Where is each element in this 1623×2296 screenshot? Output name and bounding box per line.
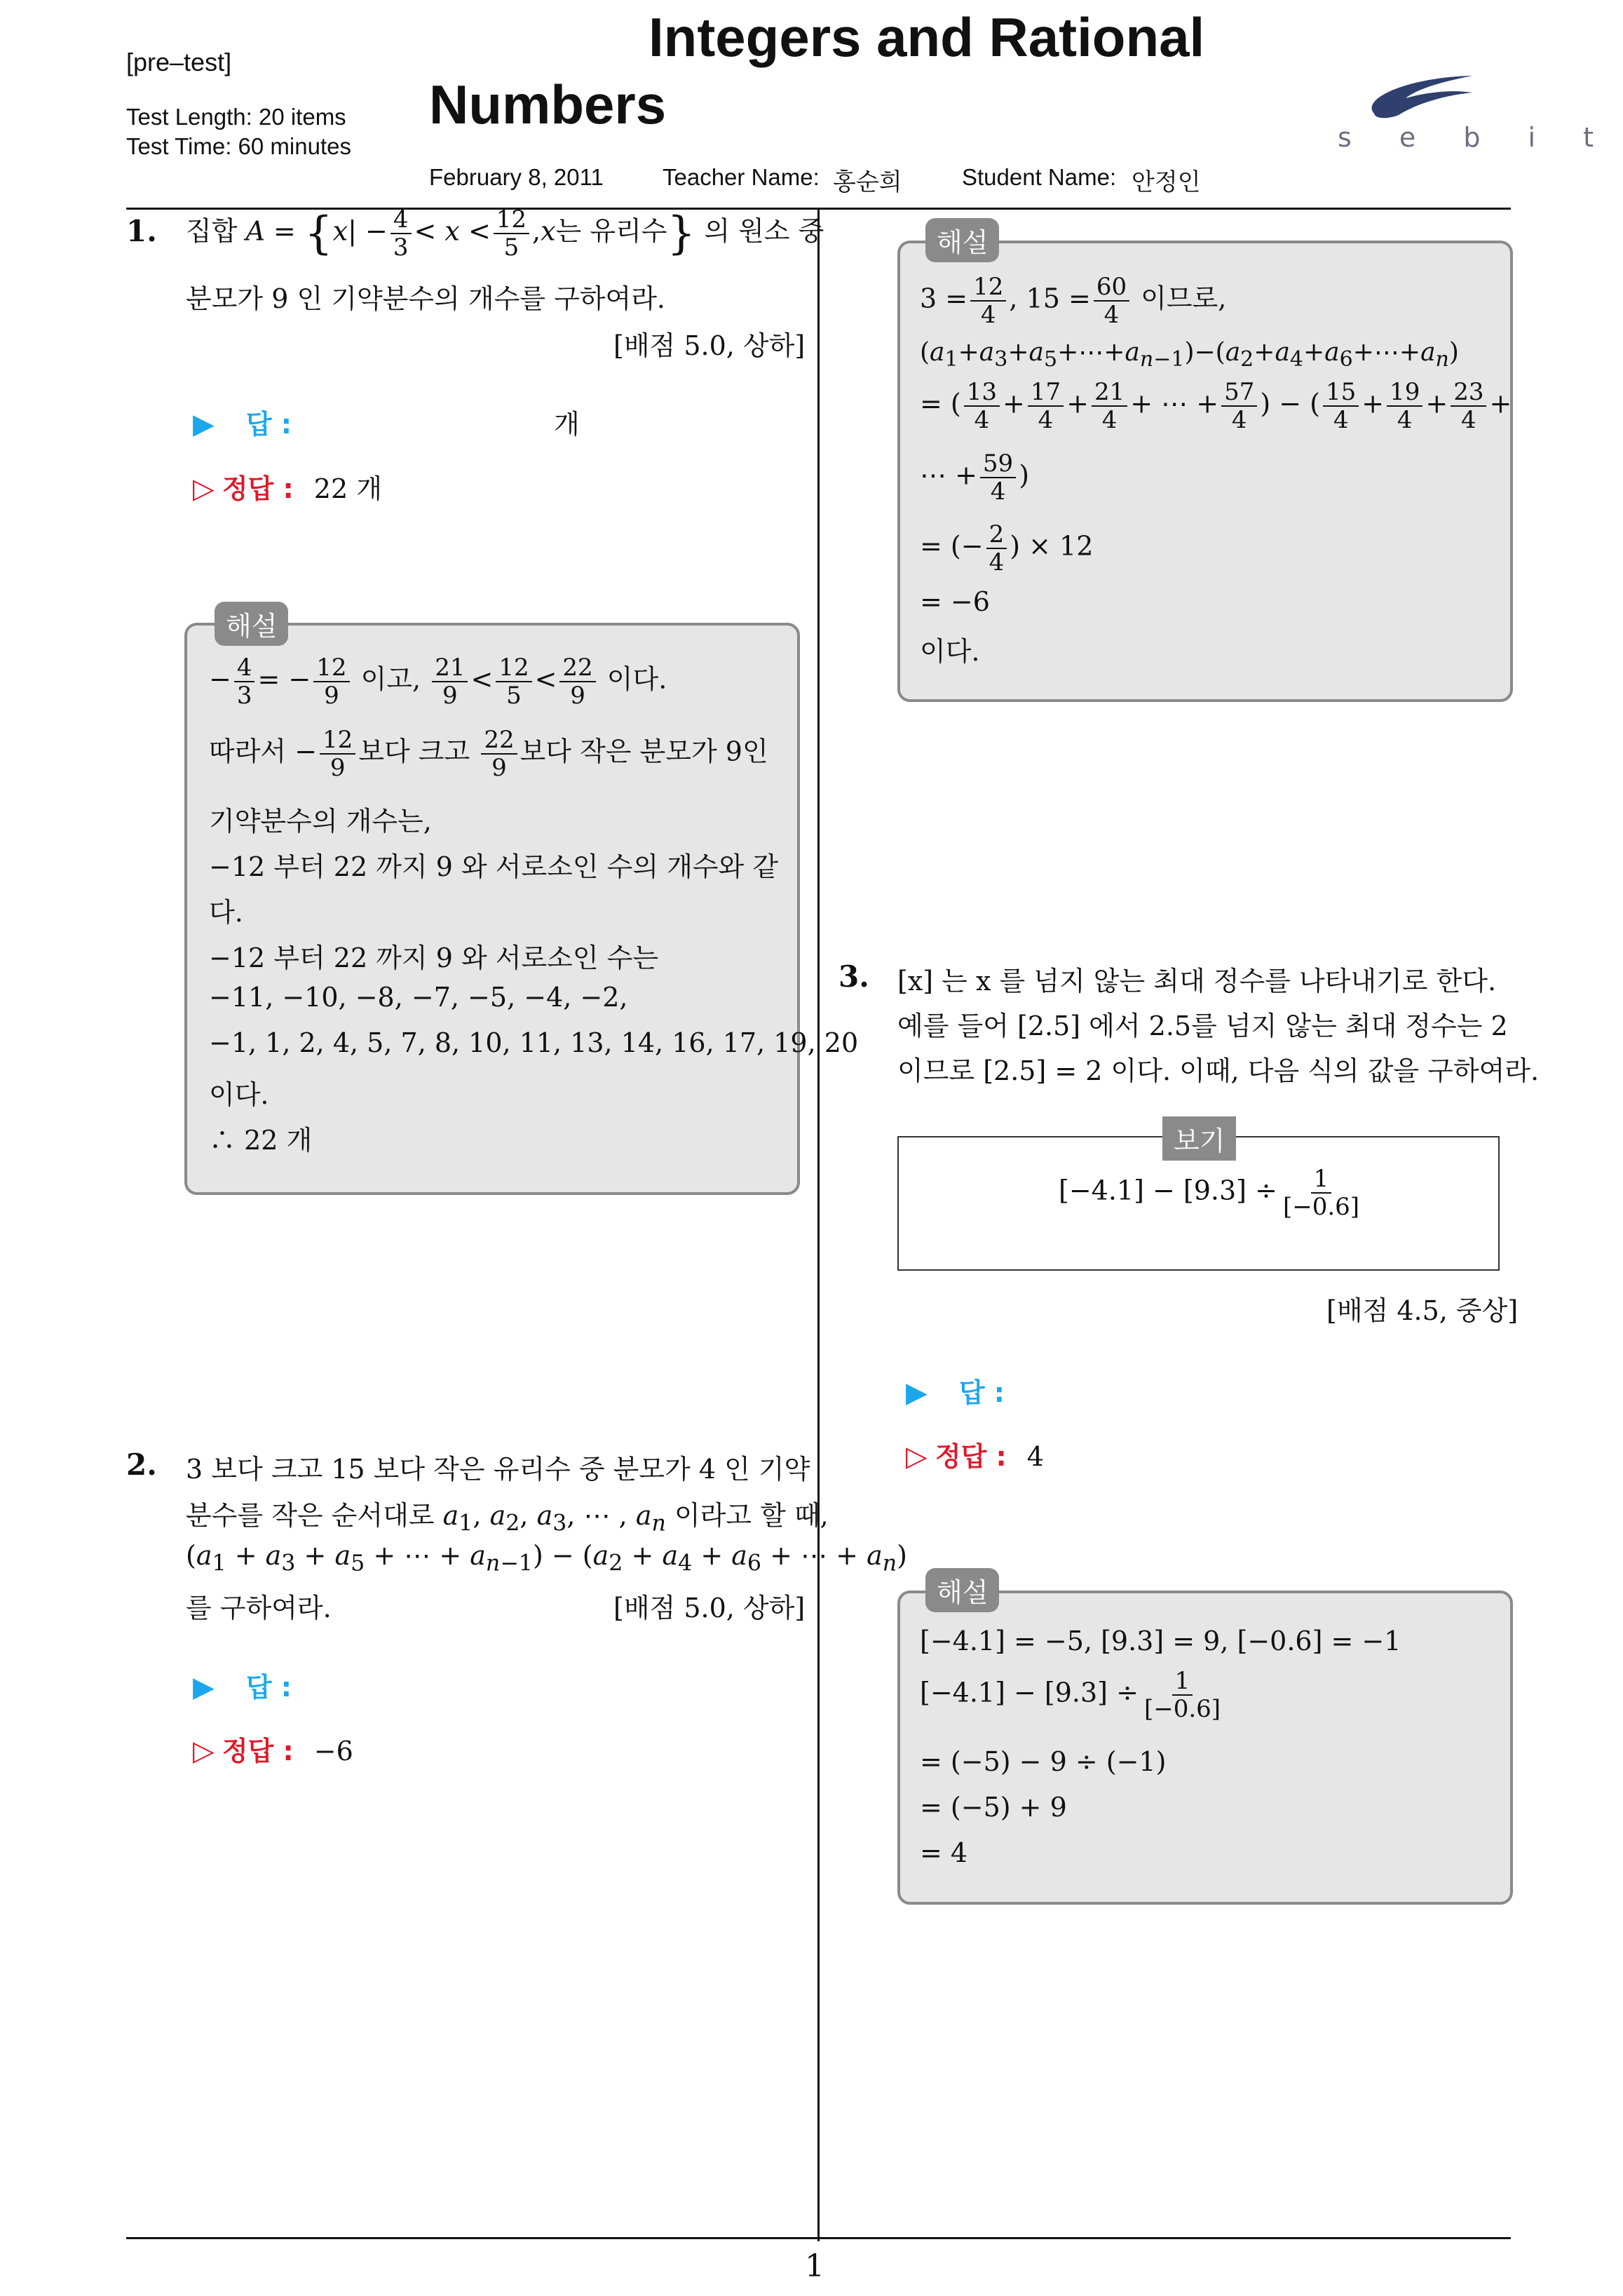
footer-rule [126, 2237, 1511, 2239]
title-line-1: Integers and Rational [648, 6, 1205, 68]
q1-answer-row[interactable] [193, 403, 613, 438]
q1-text-b: 의 원소 중 [704, 215, 824, 247]
q2-statement-line-1: 3 보다 크고 15 보다 작은 유리수 중 분모가 4 인 기약 [186, 1454, 810, 1485]
q3-statement-line-1: [x] 는 x 를 넘지 않는 최대 정수를 나타내기로 한다. [897, 966, 1497, 997]
column-divider [817, 208, 820, 2241]
q3-score: [배점 4.5, 중상] [1326, 1295, 1519, 1326]
q1-sol-line-6: −12 부터 22 까지 9 와 서로소인 수는 [209, 943, 659, 973]
q1-correct-value: 22 개 [313, 473, 382, 504]
q2-statement-line-2: 분수를 작은 순서대로 $a_1$, $a_2$, $a_3$, ⋯ , $a_n$ 이라고 할 때, [186, 1500, 829, 1537]
q2-solution-tag: 해설 [925, 218, 999, 262]
q1-sol-line-7: −11, −10, −8, −7, −5, −4, −2, [209, 982, 628, 1013]
q2-correct-label: 정답 : [222, 1736, 294, 1767]
q3-example-expression: [−4.1] − [9.3] ÷ $\frac{1}{[-0.6]}$ [1059, 1165, 1360, 1221]
q3-correct-row [906, 1435, 1044, 1473]
sebit-logo [1332, 70, 1614, 154]
answer-arrow-icon: ▶ [906, 1377, 928, 1409]
q2-sol-line-6: = −6 [920, 586, 990, 617]
q3-sol-line-5: = 4 [920, 1837, 968, 1868]
q1-statement-line-1: 집합 A = {x| − $\frac{4}{3}$ < x < $\frac{12}{5}$ ,x는 유리수} 의 원소 중 [186, 205, 824, 262]
test-length: Test Length: 20 items [126, 104, 346, 130]
q1-correct-row [193, 467, 382, 506]
sebit-logo-swoosh-icon [1332, 70, 1521, 126]
q2-statement-line-3: ($a_1 + a_3 + a_5$ + ⋯ + $a_{n-1}) - (a_2 + a_4 + a_6$ + ⋯ + $a_n$) [186, 1540, 907, 1576]
q3-correct-value: 4 [1026, 1441, 1044, 1472]
q3-sol-line-3: = (−5) − 9 ÷ (−1) [920, 1746, 1167, 1777]
q2-number: 2. [126, 1447, 157, 1482]
test-time: Test Time: 60 minutes [126, 133, 351, 159]
q2-sol-line-2: $(a_1+a_3+a_5+\cdots+a_{n-1})-(a_2+a_4+a_6+\cdots+a_n)$ [920, 338, 1459, 372]
q1-correct-label: 정답 : [222, 473, 294, 504]
correct-arrow-icon: ▷ [193, 1735, 215, 1767]
teacher-label: Teacher Name: [663, 164, 820, 190]
q2-score: [배점 5.0, 상하] [613, 1593, 806, 1623]
q1-sol-line-4: −12 부터 22 까지 9 와 서로소인 수의 개수와 같 [209, 851, 779, 882]
q2-sol-line-1: 3 = $\frac{12}{4}$ , 15 = $\frac{60}{4}$ 이므로, [920, 273, 1227, 329]
q1-sol-line-10: ∴ 22 개 [209, 1125, 313, 1156]
q2-answer-row[interactable] [193, 1666, 613, 1701]
q3-statement-line-3: 이므로 [2.5] = 2 이다. 이때, 다음 식의 값을 구하여라. [897, 1055, 1540, 1086]
q1-sol-line-2: 따라서 − $\frac{12}{9}$ 보다 크고 $\frac{22}{9}$ 보다 작은 분모가 9인 [209, 726, 768, 782]
sebit-logo-text: s e b i t [1338, 122, 1614, 153]
q1-answer-unit: 개 [554, 409, 580, 440]
correct-arrow-icon: ▷ [906, 1440, 928, 1473]
q1-score: [배점 5.0, 상하] [613, 330, 806, 361]
q2-statement-line-4: 를 구하여라. [186, 1593, 332, 1623]
q3-answer-label: 답 : [958, 1377, 1005, 1408]
correct-arrow-icon: ▷ [193, 473, 215, 505]
q1-solution-box [184, 623, 800, 1195]
q1-sol-line-8: −1, 1, 2, 4, 5, 7, 8, 10, 11, 13, 14, 16, 17, 19, 20 [209, 1027, 859, 1058]
q2-correct-row [193, 1729, 353, 1768]
q3-solution-tag: 해설 [925, 1568, 999, 1612]
page-number: 1 [805, 2248, 824, 2284]
q2-answer-label: 답 : [245, 1672, 292, 1703]
q1-number: 1. [126, 214, 157, 248]
q3-statement-line-2: 예를 들어 [2.5] 에서 2.5를 넘지 않는 최대 정수는 2 [897, 1011, 1508, 1041]
q1-sol-line-9: 이다. [209, 1079, 269, 1110]
pretest-label: [pre–test] [126, 48, 232, 76]
q2-sol-line-4: ⋯ + $\frac{59}{4}$ ) [920, 450, 1030, 506]
title-line-2: Numbers [429, 74, 667, 135]
q2-correct-value: −6 [313, 1736, 353, 1767]
q3-number: 3. [838, 959, 869, 994]
q1-sol-line-5: 다. [209, 897, 243, 928]
q1-solution-tag: 해설 [215, 602, 288, 646]
q3-answer-row[interactable] [906, 1371, 1326, 1409]
q3-sol-line-1: [−4.1] = −5, [9.3] = 9, [−0.6] = −1 [920, 1626, 1401, 1656]
q2-sol-line-3: = ( $\frac{13}{4}$ + $\frac{17}{4}$ + $\frac{21}{4}$ + ⋯ + $\frac{57}{4}$ ) − ( $\frac{15}{4}$ + $\frac{19}{4}$ + $\frac{23}{4}$ + [920, 378, 1512, 434]
q1-statement-line-2: 분모가 9 인 기약분수의 개수를 구하여라. [186, 283, 665, 314]
q2-sol-line-7: 이다. [920, 636, 980, 667]
q3-sol-line-4: = (−5) + 9 [920, 1792, 1067, 1823]
q1-text-a: 집합 [186, 215, 238, 247]
q2-sol-line-5: = (− $\frac{2}{4}$ ) × 12 [920, 520, 1094, 576]
student-label: Student Name: [962, 164, 1117, 190]
answer-arrow-icon: ▶ [193, 408, 215, 440]
teacher-name: 홍순희 [833, 169, 902, 196]
q3-correct-label: 정답 : [935, 1441, 1007, 1472]
q1-answer-label: 답 : [245, 409, 292, 440]
q3-sol-line-2: [−4.1] − [9.3] ÷ $\frac{1}{[-0.6]}$ [920, 1667, 1221, 1723]
answer-arrow-icon: ▶ [193, 1671, 215, 1703]
q1-sol-line-1: − $\frac{4}{3}$ = − $\frac{12}{9}$ 이고, $\frac{21}{9}$ < $\frac{12}{5}$ < $\frac{22}{9}$ 이다. [209, 654, 667, 710]
student-name: 안정인 [1132, 169, 1201, 196]
q1-sol-line-3: 기약분수의 개수는, [209, 806, 432, 837]
date: February 8, 2011 [429, 164, 604, 190]
q3-example-tag: 보기 [1162, 1116, 1236, 1161]
